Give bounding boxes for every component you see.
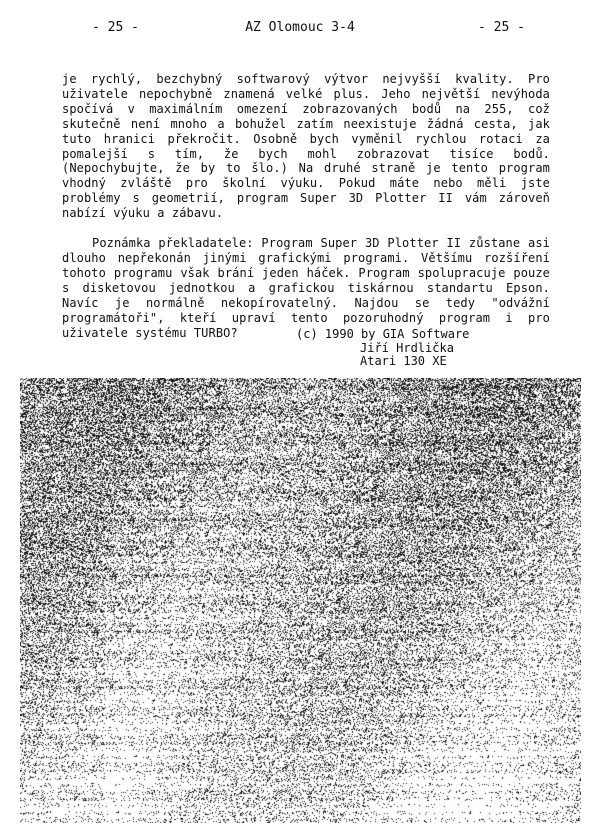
page-number-right: - 25 - <box>478 20 525 35</box>
copyright-line: (c) 1990 by GIA Software <box>296 327 470 341</box>
author-computer: Atari 130 XE <box>360 354 447 368</box>
magazine-title: AZ Olomouc 3-4 <box>245 20 355 35</box>
scanned-dither-image <box>20 378 581 823</box>
author-name: Jiří Hrdlička <box>360 340 454 355</box>
page-number-left: - 25 - <box>92 20 139 35</box>
signature-block <box>296 328 469 369</box>
article-body <box>62 72 550 340</box>
review-paragraph: je rychlý, bezchybný softwarový výtvor nejvyšší kvality. Pro uživatele nepochybně znamená velké plus. Jeho největší nevýhoda spočívá v maximálním omezení zobrazovaných bodů na 255, což skutečně není mnoho a bohužel zatím neexistuje žádná cesta, jak tuto hranici překročit. Osobně bych vyměnil rychlou rotaci za pomalejší s tím, že bych mohl zobrazovat tisíce bodů. (Nepochybujte, že by to šlo.) Na druhé straně je tento program vhodný zvláště pro školní výuku. Pokud máte nebo měli jste problémy s geometrií, program Super 3D Plotter II vám zároveň nabízí výuku a zábavu. <box>62 72 550 221</box>
page-header <box>0 20 600 38</box>
translator-note-paragraph: Poznámka překladatele: Program Super 3D Plotter II zůstane asi dlouho nepřekonán jinými grafickými programi. Většímu rozšíření tohoto programu však brání jeden háček. Program spolupracuje pouze s disketovou jednotkou a grafickou tiskárnou standartu Epson. Navíc je normálně nekopírovatelný. Najdou se tedy "odvážní programátoři", kteří upraví tento pozoruhodný program i pro uživatele systému TURBO? <box>62 236 550 340</box>
